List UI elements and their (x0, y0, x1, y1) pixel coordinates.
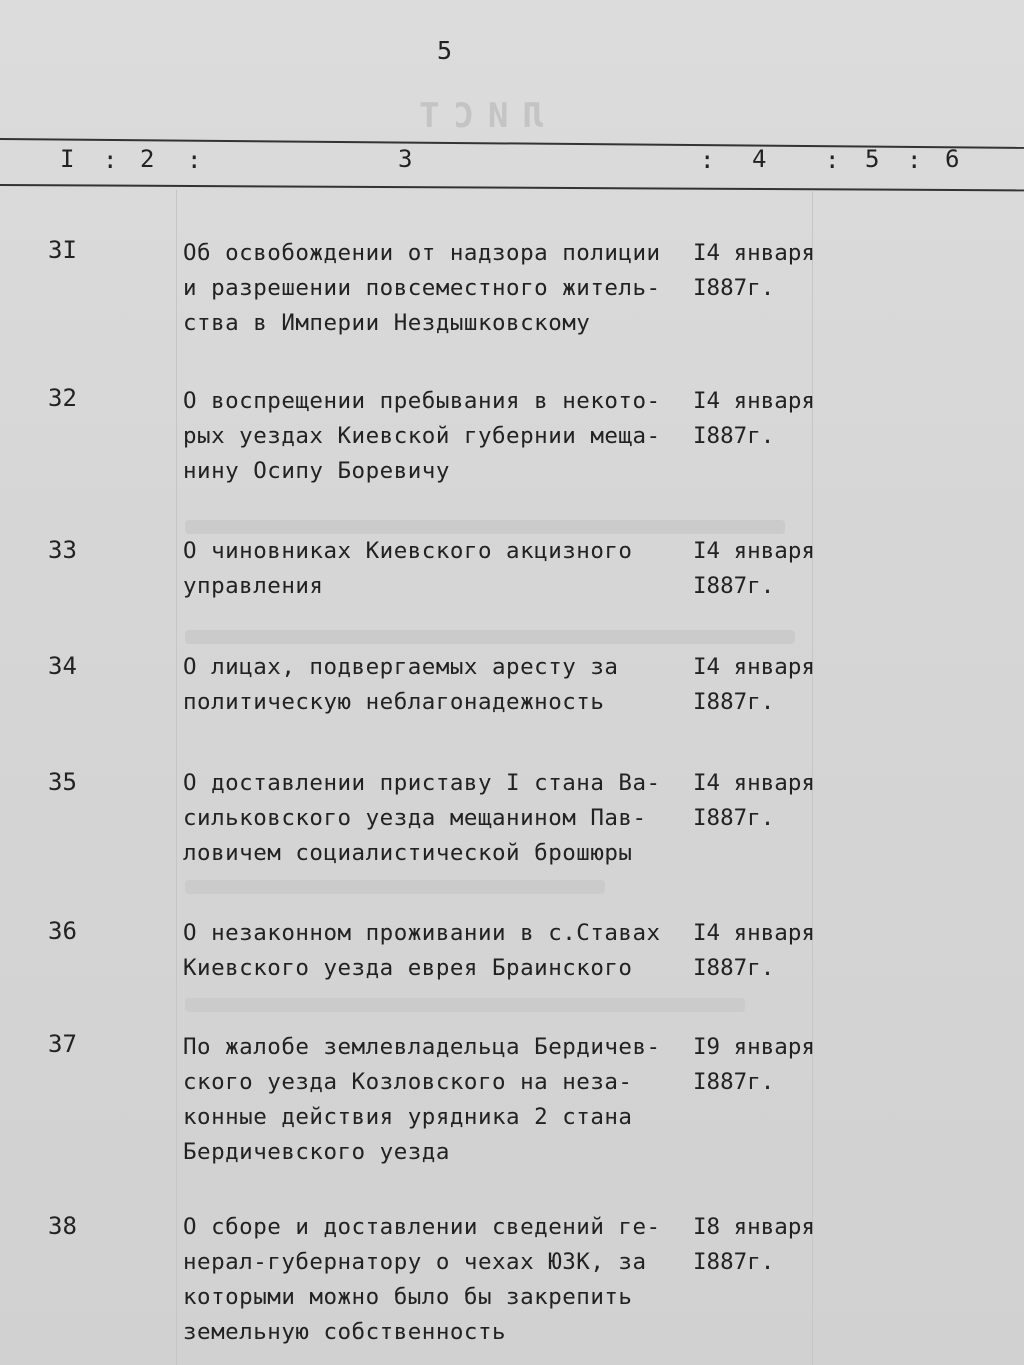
header-col-4: 4 (752, 145, 767, 173)
entry-title: О незаконном проживании в с.Ставах Киевского уезда еврея Браинского (183, 920, 661, 981)
entry-date: I4 января I887г. (693, 240, 815, 301)
entry-title: Об освобождении от надзора полиции и разрешении повсеместного житель- ства в Империи Нездышковскому (183, 240, 661, 336)
entry-date: I4 января I887г. (693, 770, 815, 831)
bleed-through-mark (185, 630, 795, 644)
header-separator: : (700, 146, 715, 174)
entry-number: 37 (48, 1030, 77, 1058)
entry-number: 36 (48, 917, 77, 945)
entry-number: 33 (48, 536, 77, 564)
header-col-6: 6 (945, 145, 960, 173)
entry-date: I4 января I887г. (693, 654, 815, 715)
entry-title: По жалобе землевладельца Бердичев- ского уезда Козловского на неза- конные действия урядника 2 стана Бердичевского уезда (183, 1034, 661, 1165)
entry-date: I4 января I887г. (693, 920, 815, 981)
bleed-through-mark (185, 998, 745, 1012)
bleed-through-title: ЛИСТ (405, 96, 543, 136)
header-rule-bottom (0, 184, 1024, 191)
header-col-2: 2 (140, 145, 155, 173)
entry-date: I4 января I887г. (693, 538, 815, 599)
entry-number: 35 (48, 768, 77, 796)
entry-number: 38 (48, 1212, 77, 1240)
entry-title: О чиновниках Киевского акцизного управления (183, 538, 633, 599)
header-col-1: I (60, 145, 75, 173)
entry-title: О лицах, подвергаемых аресту за политическую неблагонадежность (183, 654, 619, 715)
entry-title: О доставлении приставу I стана Ва- сильковского уезда мещанином Пав- ловичем социалистической брошюры (183, 770, 661, 866)
page-number: 5 (437, 36, 453, 65)
column-divider (176, 190, 177, 1365)
entry-date: I4 января I887г. (693, 388, 815, 449)
header-separator: : (103, 146, 118, 174)
entry-date: I8 января I887г. (693, 1214, 815, 1275)
entry-number: 3I (48, 236, 77, 264)
header-separator: : (907, 146, 922, 174)
bleed-through-mark (185, 520, 785, 534)
entry-title: О сборе и доставлении сведений ге- нерал-губернатору о чехах ЮЗК, за которыми можно было бы закрепить земельную собственность (183, 1214, 661, 1345)
entry-title: О воспрещении пребывания в некото- рых уездах Киевской губернии меща- нину Осипу Боревичу (183, 388, 661, 484)
header-separator: : (825, 146, 840, 174)
entry-number: 34 (48, 652, 77, 680)
header-separator: : (187, 146, 202, 174)
entry-date: I9 января I887г. (693, 1034, 815, 1095)
header-col-3: 3 (398, 145, 413, 173)
entry-number: 32 (48, 384, 77, 412)
bleed-through-mark (185, 880, 605, 894)
header-col-5: 5 (865, 145, 880, 173)
